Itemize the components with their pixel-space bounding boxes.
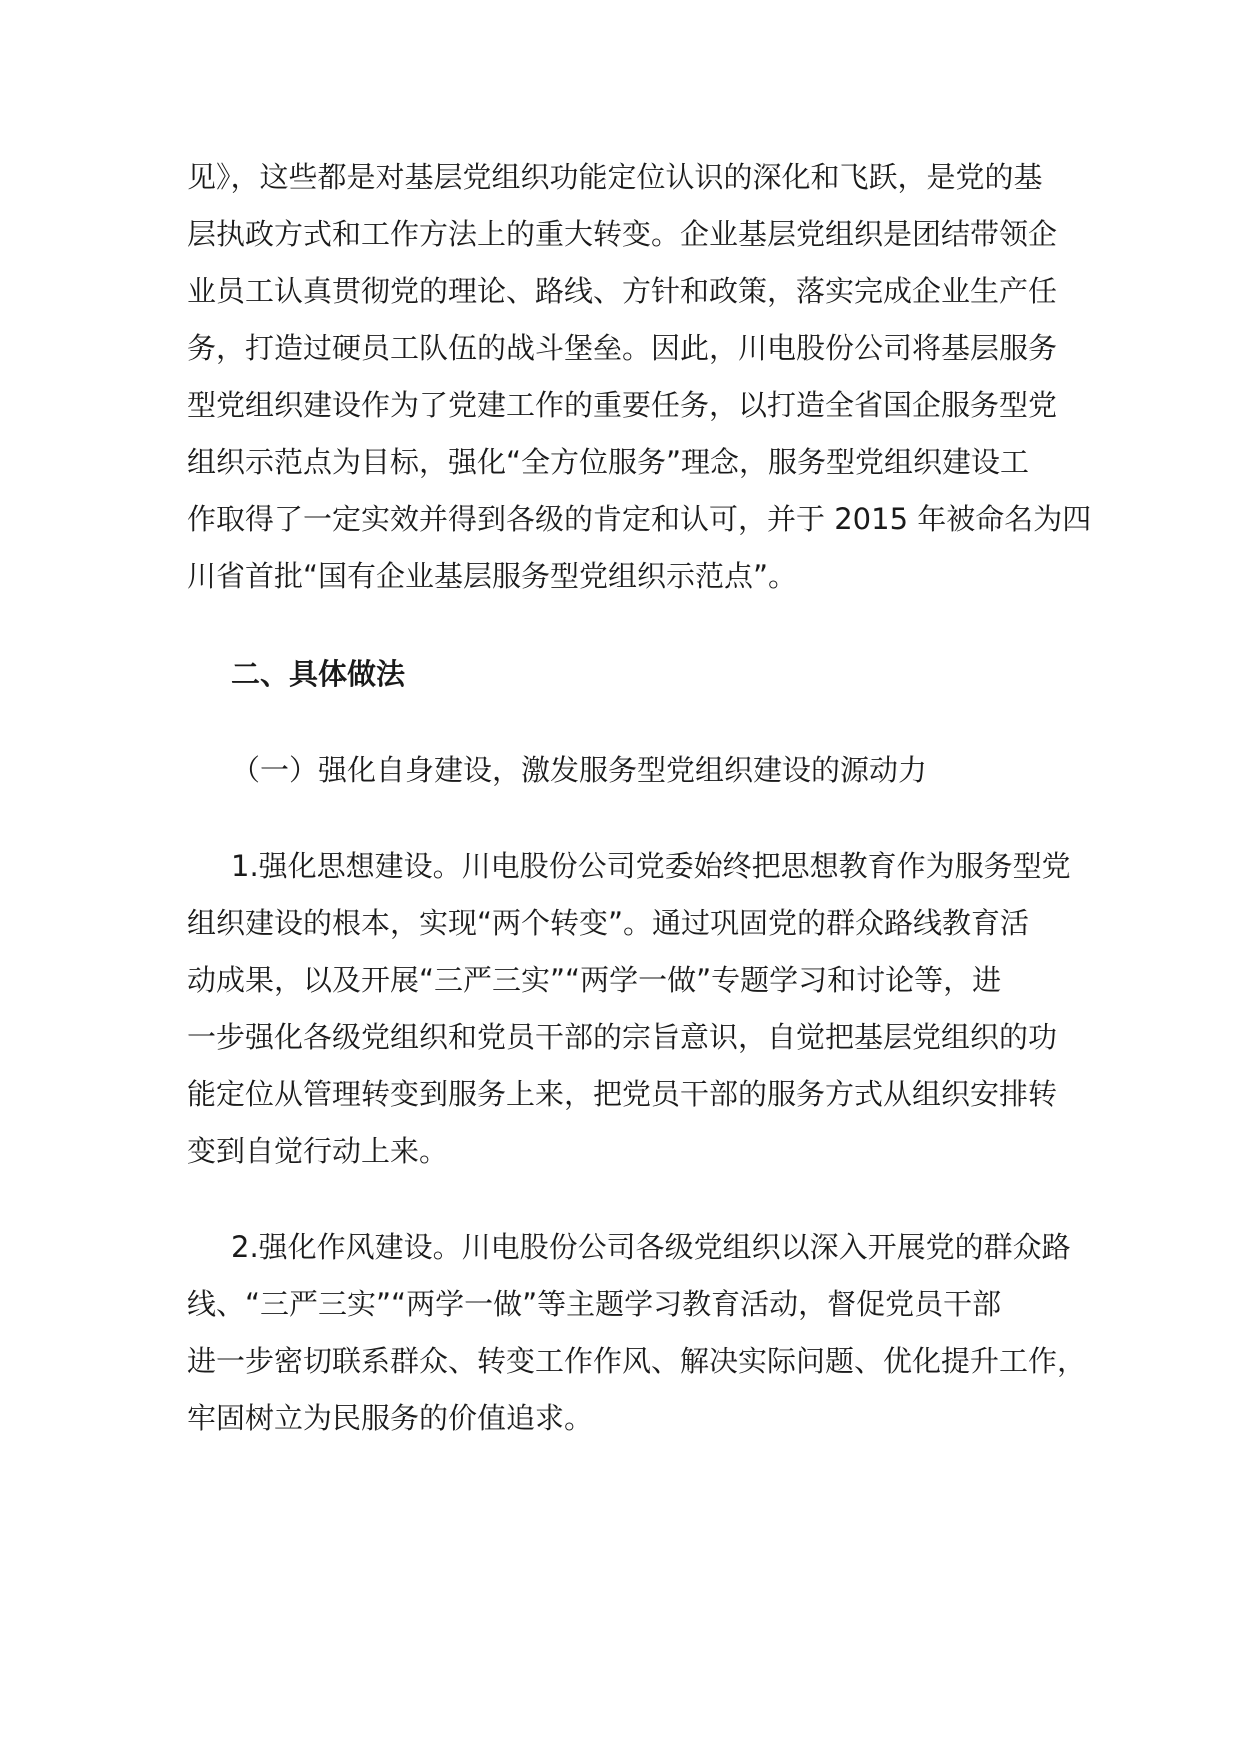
body-text-line: 川省首批“国有企业基层服务型党组织示范点”。 bbox=[187, 559, 798, 593]
subsection-heading: （一）强化自身建设，激发服务型党组织建设的源动力 bbox=[231, 753, 928, 787]
body-text-line: 组织建设的根本，实现“两个转变”。通过巩固党的群众路线教育活 bbox=[187, 906, 1030, 940]
body-text-line: 一步强化各级党组织和党员干部的宗旨意识，自觉把基层党组织的功 bbox=[187, 1020, 1058, 1054]
body-text-line: 动成果，以及开展“三严三实”“两学一做”专题学习和讨论等，进 bbox=[187, 963, 1002, 997]
body-text-line: 务，打造过硬员工队伍的战斗堡垒。因此，川电股份公司将基层服务 bbox=[187, 331, 1058, 365]
body-text-line: 型党组织建设作为了党建工作的重要任务，以打造全省国企服务型党 bbox=[187, 388, 1058, 422]
body-text-line: 进一步密切联系群众、转变工作作风、解决实际问题、优化提升工作， bbox=[187, 1344, 1087, 1378]
body-text-line: 见》，这些都是对基层党组织功能定位认识的深化和飞跃，是党的基 bbox=[187, 160, 1043, 194]
body-text-line: 线、“三严三实”“两学一做”等主题学习教育活动，督促党员干部 bbox=[187, 1287, 1002, 1321]
body-text-line: 组织示范点为目标，强化“全方位服务”理念，服务型党组织建设工 bbox=[187, 445, 1030, 479]
body-text-line: 2.强化作风建设。川电股份公司各级党组织以深入开展党的群众路 bbox=[231, 1230, 1071, 1264]
section-heading: 二、具体做法 bbox=[231, 657, 406, 691]
body-text-line: 变到自觉行动上来。 bbox=[187, 1134, 449, 1168]
body-text-line: 牢固树立为民服务的价值追求。 bbox=[187, 1401, 594, 1435]
body-text-line: 1.强化思想建设。川电股份公司党委始终把思想教育作为服务型党 bbox=[231, 849, 1071, 883]
body-text-line: 作取得了一定实效并得到各级的肯定和认可，并于 2015 年被命名为四 bbox=[187, 502, 1092, 536]
body-text-line: 层执政方式和工作方法上的重大转变。企业基层党组织是团结带领企 bbox=[187, 217, 1058, 251]
body-text-line: 能定位从管理转变到服务上来，把党员干部的服务方式从组织安排转 bbox=[187, 1077, 1058, 1111]
body-text-line: 业员工认真贯彻党的理论、路线、方针和政策，落实完成企业生产任 bbox=[187, 274, 1058, 308]
